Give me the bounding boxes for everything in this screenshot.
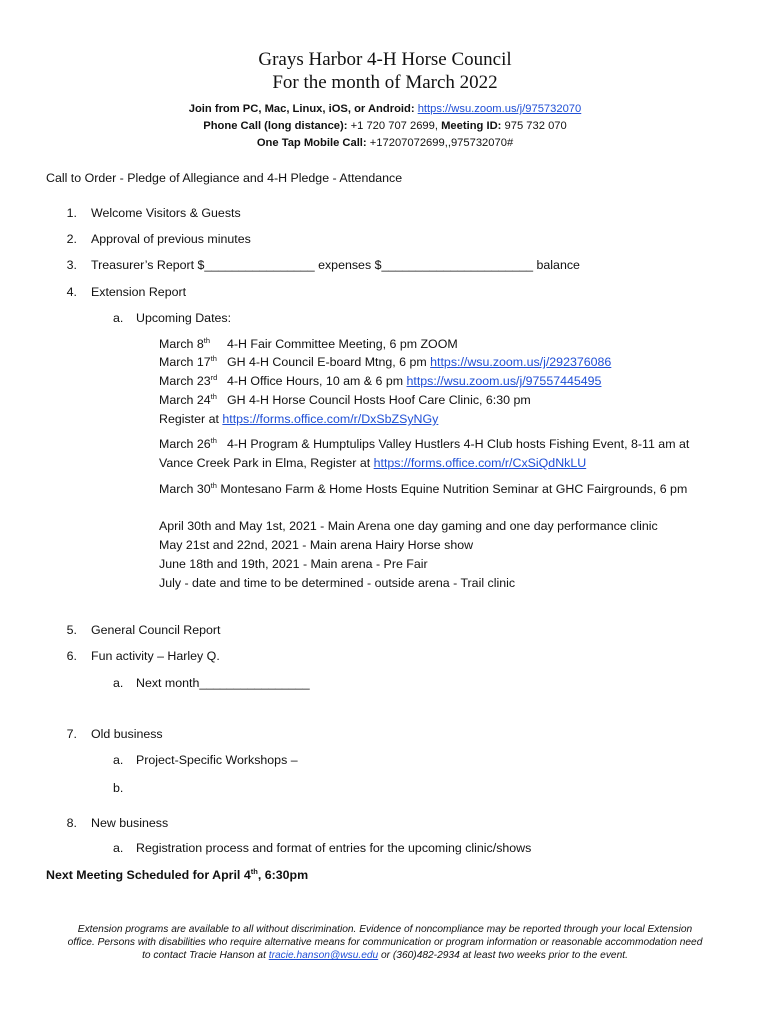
register-link[interactable]: https://forms.office.com/r/DxSbZSyNGy — [222, 412, 439, 426]
agenda-item-treasurer: Treasurer’s Report $________________ expenses $______________________ balance — [91, 258, 580, 272]
event-line: May 21st and 22nd, 2021 - Main arena Hairy Horse show — [159, 538, 474, 552]
zoom-link[interactable]: https://wsu.zoom.us/j/97557445495 — [406, 374, 602, 388]
sub-label: a. — [113, 311, 124, 325]
date-row: March 8th — [159, 336, 211, 351]
upcoming-dates-heading: Upcoming Dates: — [136, 311, 232, 325]
agenda-item-council: General Council Report — [91, 623, 221, 637]
page-subtitle: For the month of March 2022 — [272, 72, 498, 93]
onetap-label: One Tap Mobile Call: — [256, 137, 367, 149]
zoom-join-link[interactable]: https://wsu.zoom.us/j/975732070 — [417, 103, 582, 115]
join-label: Join from PC, Mac, Linux, iOS, or Android: — [188, 103, 415, 115]
footer-line: office. Persons with disabilities who require alternative means for communication or program information or reasonable accommodation need — [67, 937, 703, 948]
sub-label: a. — [113, 676, 124, 690]
register-link[interactable]: https://forms.office.com/r/CxSiQdNkLU — [373, 456, 587, 470]
date-row-text: 4-H Fair Committee Meeting, 6 pm ZOOM — [227, 337, 458, 351]
onetap-number: +17207072699,,975732070# — [369, 137, 514, 149]
agenda-num: 7. — [66, 727, 77, 741]
sub-label: a. — [113, 753, 124, 767]
agenda-num: 1. — [66, 206, 77, 220]
next-meeting: Next Meeting Scheduled for April 4th, 6:30pm — [46, 867, 309, 882]
footer-line: to contact Tracie Hanson at tracie.hanson@wsu.edu or (360)482-2934 at least two weeks prior to the event. — [142, 950, 628, 961]
onetap-line — [0, 135, 770, 151]
agenda-item-new-business: New business — [91, 816, 169, 830]
agenda-num: 4. — [66, 285, 77, 299]
email-link[interactable]: tracie.hanson@wsu.edu — [268, 950, 379, 961]
phone-line — [0, 118, 770, 134]
sub-label: a. — [113, 841, 124, 855]
zoom-link[interactable]: https://wsu.zoom.us/j/292376086 — [430, 355, 612, 369]
date-row: March 24th — [159, 392, 217, 407]
date-row-text: 4-H Program & Humptulips Valley Hustlers 4-H Club hosts Fishing Event, 8-11 am at — [227, 437, 690, 451]
date-row-text: 4-H Office Hours, 10 am & 6 pm https://wsu.zoom.us/j/97557445495 — [227, 374, 602, 388]
sub-item-text: Next month________________ — [136, 676, 310, 690]
agenda-item-old-business: Old business — [91, 727, 163, 741]
agenda-item-minutes: Approval of previous minutes — [91, 232, 251, 246]
sub-label: b. — [113, 781, 124, 795]
footer-line: Extension programs are available to all without discrimination. Evidence of noncompliance may be reported through your local Extension — [77, 924, 693, 935]
agenda-num: 2. — [66, 232, 77, 246]
agenda-num: 8. — [66, 816, 77, 830]
meeting-id: 975 732 070 — [504, 120, 567, 132]
date-row: March 17th — [159, 354, 217, 369]
event-line: April 30th and May 1st, 2021 - Main Arena one day gaming and one day performance clinic — [159, 519, 658, 533]
call-to-order: Call to Order - Pledge of Allegiance and 4-H Pledge - Attendance — [46, 171, 403, 185]
event-line: July - date and time to be determined - outside arena - Trail clinic — [159, 576, 516, 590]
agenda-num: 5. — [66, 623, 77, 637]
agenda-item-extension: Extension Report — [91, 285, 187, 299]
agenda-num: 6. — [66, 649, 77, 663]
event-line: June 18th and 19th, 2021 - Main arena - Pre Fair — [159, 557, 428, 571]
agenda-item-welcome: Welcome Visitors & Guests — [91, 206, 241, 220]
register-line: Register at https://forms.office.com/r/DxSbZSyNGy — [159, 412, 439, 426]
phone-number: +1 720 707 2699, — [350, 120, 438, 132]
sub-item-text: Registration process and format of entries for the upcoming clinic/shows — [136, 841, 532, 855]
agenda-num: 3. — [66, 258, 77, 272]
phone-label: Phone Call (long distance): — [203, 120, 348, 132]
meeting-id-label: Meeting ID: — [441, 120, 502, 132]
date-row: March 26th — [159, 436, 217, 451]
date-row: March 30th Montesano Farm & Home Hosts Equine Nutrition Seminar at GHC Fairgrounds, 6 pm — [159, 481, 688, 496]
date-row: March 23rd — [159, 373, 218, 388]
sub-item-text: Project-Specific Workshops – — [136, 753, 298, 767]
page-title: Grays Harbor 4-H Horse Council — [258, 49, 512, 70]
join-line — [0, 101, 770, 117]
agenda-item-fun: Fun activity – Harley Q. — [91, 649, 220, 663]
date-row-text: GH 4-H Horse Council Hosts Hoof Care Clinic, 6:30 pm — [227, 393, 531, 407]
date-row-text: GH 4-H Council E-board Mtng, 6 pm https://wsu.zoom.us/j/292376086 — [227, 355, 612, 369]
register-line: Vance Creek Park in Elma, Register at https://forms.office.com/r/CxSiQdNkLU — [159, 456, 587, 470]
